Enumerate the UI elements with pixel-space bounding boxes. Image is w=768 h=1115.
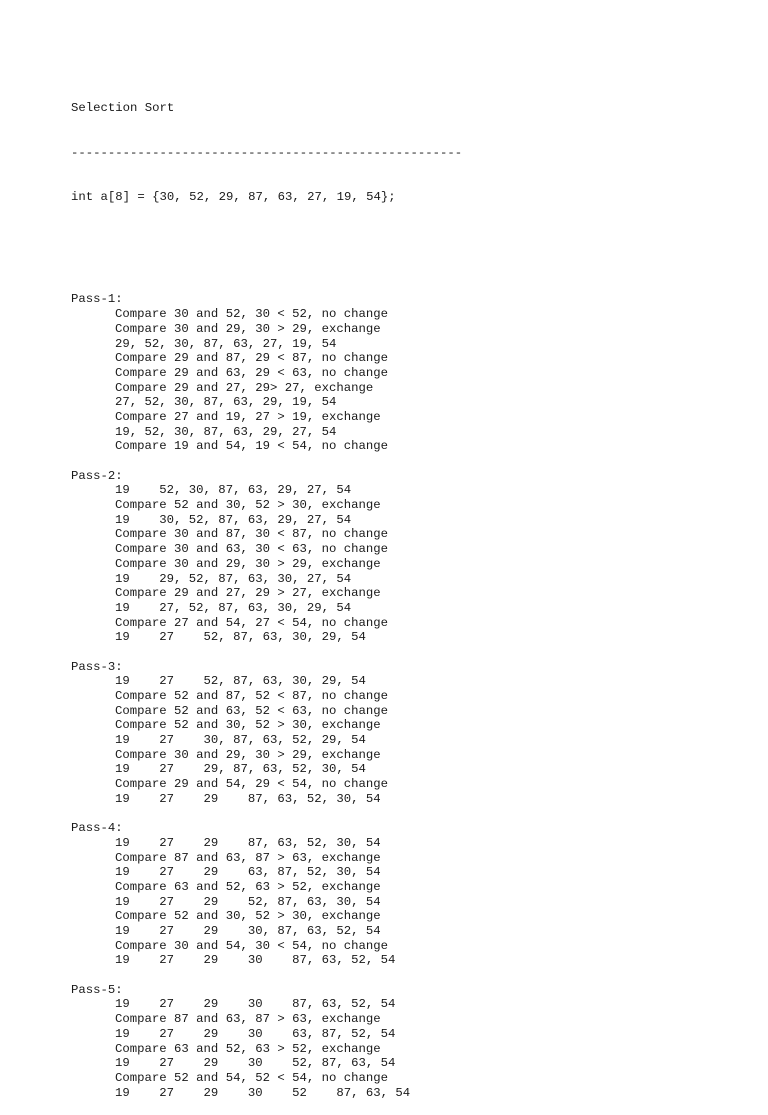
pass-line: Compare 63 and 52, 63 > 52, exchange (115, 879, 381, 894)
pass-line: 19 27 29 63, 87, 52, 30, 54 (115, 865, 381, 880)
pass-line: Compare 52 and 30, 52 > 30, exchange (115, 498, 381, 513)
pass-line: 19 27 30, 87, 63, 52, 29, 54 (115, 733, 366, 748)
pass-line: Compare 19 and 54, 19 < 54, no change (115, 439, 389, 454)
pass-section (71, 292, 751, 468)
pass-line: Compare 87 and 63, 87 > 63, exchange (115, 850, 381, 865)
pass-line: 19 27 29 52, 87, 63, 30, 54 (115, 894, 381, 909)
pass-line: 19, 52, 30, 87, 63, 29, 27, 54 (115, 424, 337, 439)
pass-line: Compare 30 and 63, 30 < 63, no change (115, 542, 389, 557)
spacer (71, 234, 751, 249)
pass-line: 19 27 29 30 87, 63, 52, 54 (115, 997, 396, 1012)
spacer (71, 645, 751, 660)
spacer (71, 454, 751, 469)
pass-line: Compare 52 and 87, 52 < 87, no change (115, 689, 389, 704)
pass-line: 19 27 29 87, 63, 52, 30, 54 (115, 835, 381, 850)
pass-line: Compare 30 and 54, 30 < 54, no change (115, 938, 389, 953)
pass-line: Compare 29 and 63, 29 < 63, no change (115, 365, 389, 380)
pass-section (71, 469, 751, 660)
pass-line: Compare 52 and 30, 52 > 30, exchange (115, 718, 381, 733)
pass-header: Pass-4: (71, 821, 123, 836)
document-body (71, 72, 751, 1115)
pass-line: 19 27 29 30 52 87, 63, 54 (115, 1085, 411, 1100)
pass-header: Pass-2: (71, 468, 123, 483)
pass-header: Pass-1: (71, 292, 123, 307)
pass-line: 19 27 52, 87, 63, 30, 29, 54 (115, 630, 366, 645)
pass-line: 19 27 52, 87, 63, 30, 29, 54 (115, 674, 366, 689)
pass-line: Compare 29 and 87, 29 < 87, no change (115, 351, 389, 366)
pass-line: Compare 30 and 52, 30 < 52, no change (115, 307, 389, 322)
document-title: Selection Sort (71, 101, 175, 116)
spacer (71, 968, 751, 983)
spacer (71, 807, 751, 822)
pass-line: 19 30, 52, 87, 63, 29, 27, 54 (115, 512, 352, 527)
pass-line: Compare 29 and 27, 29 > 27, exchange (115, 586, 381, 601)
passes-container (71, 292, 751, 1100)
pass-section (71, 983, 751, 1101)
pass-line: 19 52, 30, 87, 63, 29, 27, 54 (115, 483, 352, 498)
pass-line: Compare 27 and 54, 27 < 54, no change (115, 615, 389, 630)
pass-line: Compare 30 and 87, 30 < 87, no change (115, 527, 389, 542)
pass-header: Pass-5: (71, 982, 123, 997)
pass-line: 19 29, 52, 87, 63, 30, 27, 54 (115, 571, 352, 586)
pass-line: 19 27, 52, 87, 63, 30, 29, 54 (115, 600, 352, 615)
pass-line: 19 27 29 87, 63, 52, 30, 54 (115, 791, 381, 806)
pass-line: Compare 29 and 54, 29 < 54, no change (115, 777, 389, 792)
pass-section (71, 660, 751, 822)
pass-line: 19 27 29 30 63, 87, 52, 54 (115, 1026, 396, 1041)
pass-line: Compare 30 and 29, 30 > 29, exchange (115, 321, 381, 336)
pass-line: Compare 30 and 29, 30 > 29, exchange (115, 556, 381, 571)
pass-line: Compare 63 and 52, 63 > 52, exchange (115, 1041, 381, 1056)
pass-section (71, 821, 751, 983)
array-declaration: int a[8] = {30, 52, 29, 87, 63, 27, 19, 54}; (71, 189, 396, 204)
pass-line: 29, 52, 30, 87, 63, 27, 19, 54 (115, 336, 337, 351)
pass-line: 19 27 29 30, 87, 63, 52, 54 (115, 924, 381, 939)
pass-header: Pass-3: (71, 659, 123, 674)
pass-line: 19 27 29 30 52, 87, 63, 54 (115, 1056, 396, 1071)
pass-line: Compare 52 and 54, 52 < 54, no change (115, 1070, 389, 1085)
separator-line: ----------------------------------------------------- (71, 145, 463, 160)
pass-line: Compare 30 and 29, 30 > 29, exchange (115, 747, 381, 762)
pass-line: Compare 52 and 30, 52 > 30, exchange (115, 909, 381, 924)
pass-line: Compare 29 and 27, 29> 27, exchange (115, 380, 374, 395)
pass-line: 19 27 29, 87, 63, 52, 30, 54 (115, 762, 366, 777)
pass-line: Compare 87 and 63, 87 > 63, exchange (115, 1012, 381, 1027)
pass-line: Compare 27 and 19, 27 > 19, exchange (115, 409, 381, 424)
pass-line: Compare 52 and 63, 52 < 63, no change (115, 703, 389, 718)
pass-line: 27, 52, 30, 87, 63, 29, 19, 54 (115, 395, 337, 410)
pass-line: 19 27 29 30 87, 63, 52, 54 (115, 953, 396, 968)
